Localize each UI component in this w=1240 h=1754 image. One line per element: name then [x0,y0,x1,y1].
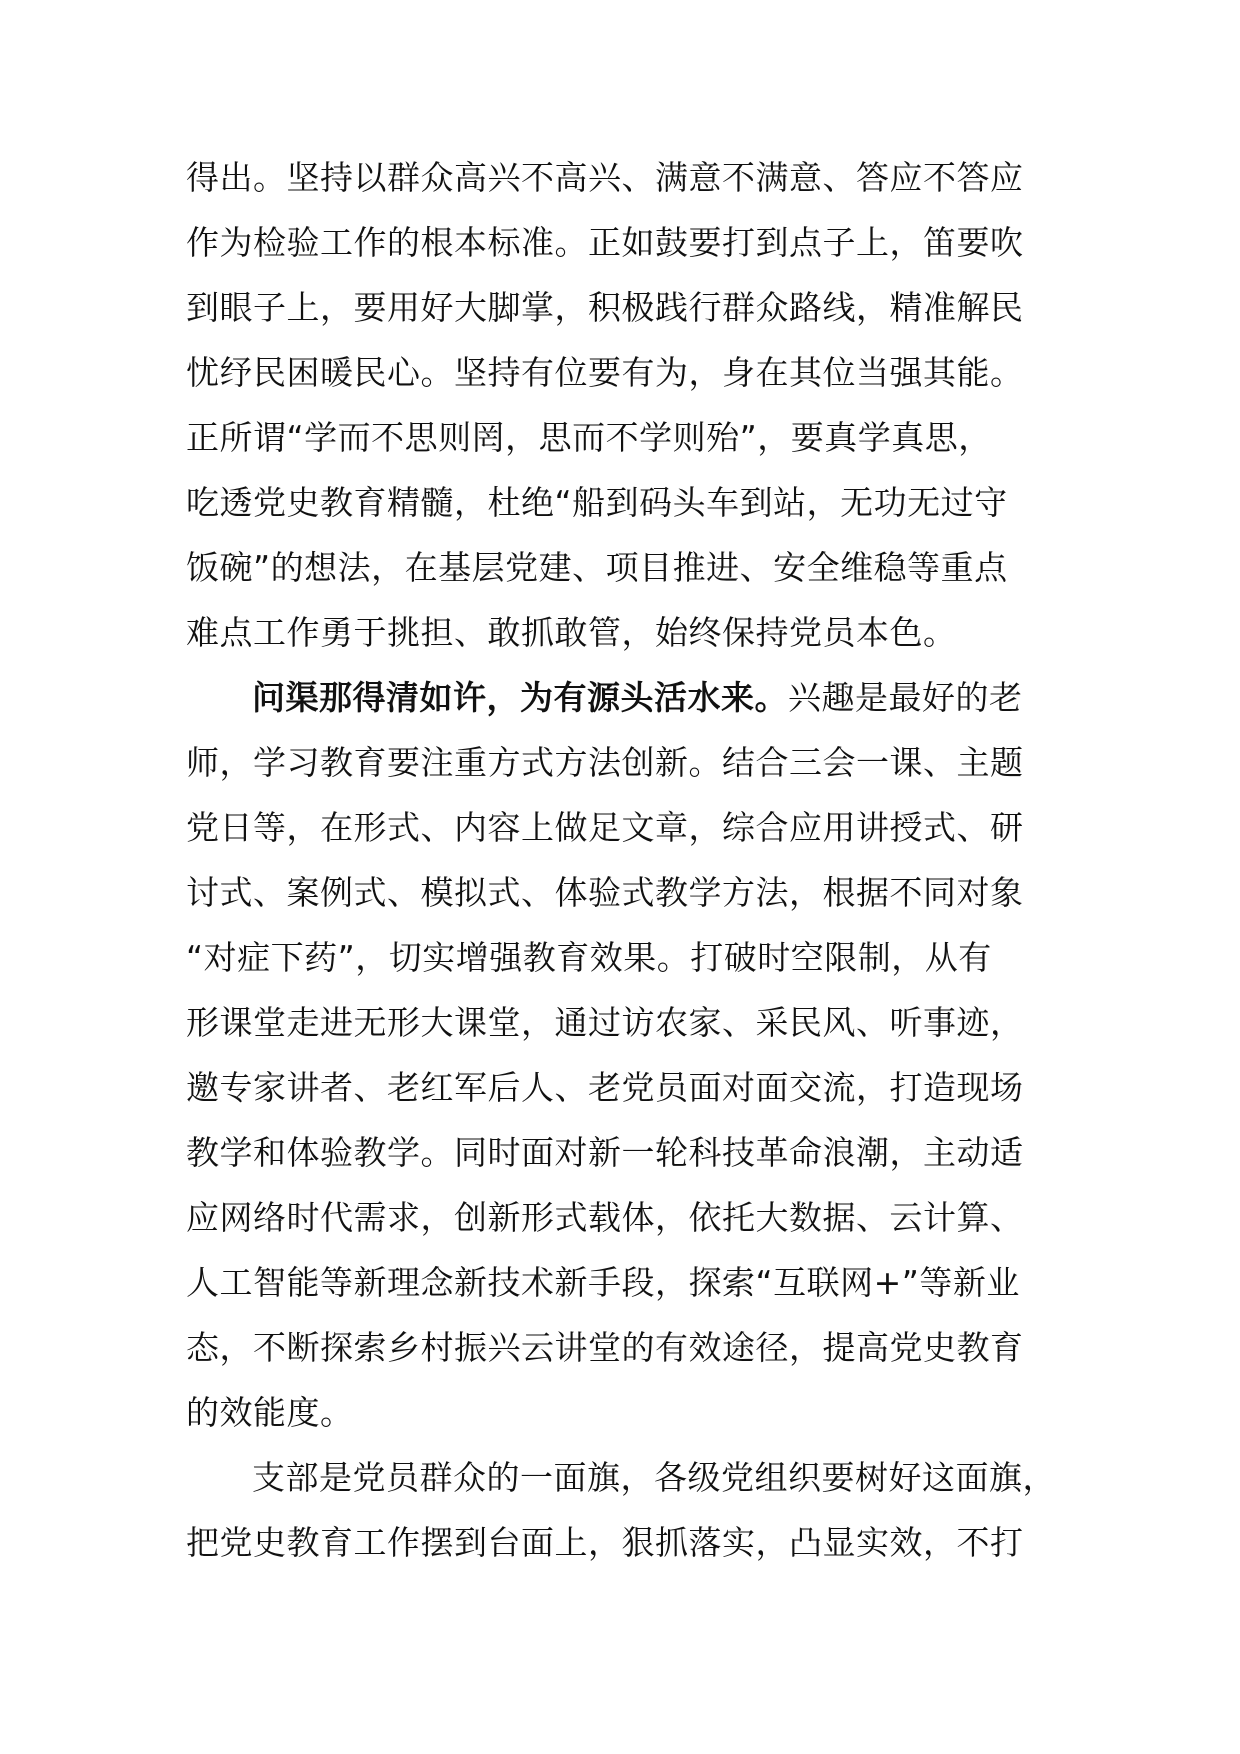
paragraph-2-line-7: 邀专家讲者、老红军后人、老党员面对面交流，打造现场 [186,1068,1024,1107]
paragraph-1-line-7: 饭碗”的想法，在基层党建、项目推进、安全维稳等重点 [186,548,1008,587]
paragraph-2-line-8: 教学和体验教学。同时面对新一轮科技革命浪潮，主动适 [186,1133,1024,1172]
paragraph-1 [186,145,1066,665]
paragraph-2-line-4: 讨式、案例式、模拟式、体验式教学方法，根据不同对象 [186,873,1024,912]
paragraph-2-heading: 问渠那得清如许，为有源头活水来。 [252,678,788,717]
paragraph-2-first-line-rest: 兴趣是最好的老 [788,678,1023,717]
paragraph-2-line-6: 形课堂走进无形大课堂，通过访农家、采民风、听事迹， [186,1003,1024,1042]
paragraph-1-line-2: 作为检验工作的根本标准。正如鼓要打到点子上，笛要吹 [186,223,1024,262]
paragraph-3 [186,1445,1066,1575]
paragraph-3-line-1: 支部是党员群众的一面旗，各级党组织要树好这面旗， [252,1458,1056,1497]
paragraph-2-line-9: 应网络时代需求，创新形式载体，依托大数据、云计算、 [186,1198,1024,1237]
paragraph-1-line-1: 得出。坚持以群众高兴不高兴、满意不满意、答应不答应 [186,158,1024,197]
paragraph-3-line-2: 把党史教育工作摆到台面上，狠抓落实，凸显实效，不打 [186,1523,1024,1562]
paragraph-2-line-2: 师，学习教育要注重方式方法创新。结合三会一课、主题 [186,743,1024,782]
paragraph-2-line-5: “对症下药”，切实增强教育效果。打破时空限制，从有 [186,938,992,977]
paragraph-1-line-8: 难点工作勇于挑担、敢抓敢管，始终保持党员本色。 [186,613,957,652]
paragraph-2-line-3: 党日等，在形式、内容上做足文章，综合应用讲授式、研 [186,808,1024,847]
paragraph-2-line-10: 人工智能等新理念新技术新手段，探索“互联网+”等新业 [186,1263,1020,1302]
paragraph-2-line-11: 态，不断探索乡村振兴云讲堂的有效途径，提高党史教育 [186,1328,1024,1367]
paragraph-1-line-6: 吃透党史教育精髓，杜绝“船到码头车到站，无功无过守 [186,483,1008,522]
paragraph-2-line-12: 的效能度。 [186,1393,354,1432]
paragraph-1-line-3: 到眼子上，要用好大脚掌，积极践行群众路线，精准解民 [186,288,1024,327]
paragraph-1-line-4: 忧纾民困暖民心。坚持有位要有为，身在其位当强其能。 [186,353,1024,392]
paragraph-2-line-1 [186,665,1066,730]
paragraph-1-line-5: 正所谓“学而不思则罔，思而不学则殆”，要真学真思， [186,418,992,457]
paragraph-2 [186,665,1066,1445]
